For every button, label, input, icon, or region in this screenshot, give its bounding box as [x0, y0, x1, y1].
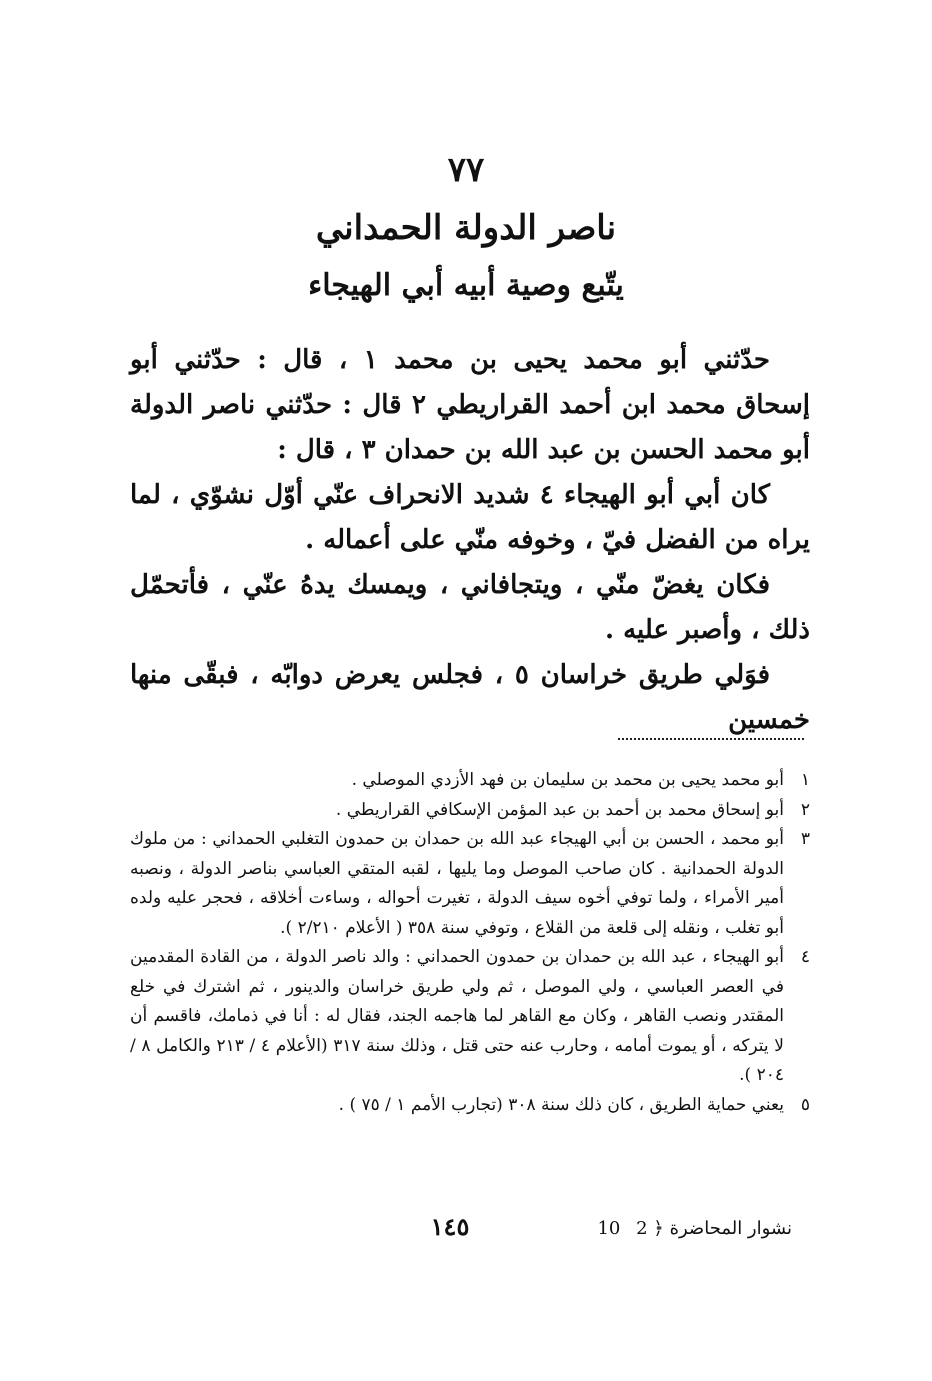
footnote-separator: [618, 738, 804, 740]
main-text: [130, 338, 810, 743]
paragraph: فوَلي طريق خراسان ٥ ، فجلس يعرض دوابّه ، فبقّى منها خمسين: [130, 660, 810, 735]
printer-signature: [587, 1218, 792, 1239]
footnote-text: أبو محمد يحيى بن محمد بن سليمان بن فهد الأزدي الموصلي .: [351, 770, 784, 790]
footnote: [130, 766, 810, 796]
footnote-number: ٤: [800, 947, 810, 967]
signature-text: نشوار المحاضرة ﴿ 2: [636, 1218, 792, 1239]
footnotes: [130, 766, 810, 1120]
chapter-subtitle: يتّبع وصية أبيه أبي الهيجاء: [308, 268, 624, 303]
footnote-number: ٥: [800, 1094, 810, 1115]
paragraph: فكان يغضّ منّي ، ويتجافاني ، ويمسك يدهُ عنّي ، فأتحمّل ذلك ، وأصبر عليه .: [130, 570, 810, 645]
footnote-text: يعني حماية الطريق ، كان ذلك سنة ٣٠٨ (تجارب الأمم ١ / ٧٥ ) .: [338, 1094, 784, 1115]
chapter-title: ناصر الدولة الحمداني: [315, 208, 617, 248]
footnote-text: أبو الهيجاء ، عبد الله بن حمدان بن حمدون الحمداني : والد ناصر الدولة ، من القادة المقدمين في العصر العباسي ، ولي الموصل ، ثم ولي طريق خراسان والدينور ، ثم اشترك في خلع المقتدر ونصب القاهر ، وكان مع القاهر لما هاجمه الجند، فقال له : أنا في ذمامك، فاقسم أن لا يتركه ، أو يموت أمامه ، وحارب عنه حتى قتل ، وذلك سنة ٣١٧ (الأعلام ٤ / ٢١٣ والكامل ٨ / ٢٠٤ ).: [130, 947, 784, 1085]
footnote: [130, 825, 810, 943]
chapter-number: ٧٧: [447, 150, 485, 190]
signature-number: 10: [597, 1218, 621, 1239]
paragraph: حدّثني أبو محمد يحيى بن محمد ١ ، قال : حدّثني أبو إسحاق محمد ابن أحمد القراريطي ٢ قال : حدّثني ناصر الدولة أبو محمد الحسن بن عبد الله بن حمدان ٣ ، قال :: [130, 345, 810, 465]
footnote-number: ٣: [800, 829, 810, 849]
footnote: [130, 796, 810, 826]
footnote: [130, 1091, 810, 1121]
paragraph: كان أبي أبو الهيجاء ٤ شديد الانحراف عنّي أوّل نشوّي ، لما يراه من الفضل فيّ ، وخوفه منّي على أعماله .: [130, 480, 810, 555]
page-number: ١٤٥: [430, 1212, 470, 1241]
footnote-text: أبو محمد ، الحسن بن أبي الهيجاء عبد الله بن حمدان بن حمدون التغلبي الحمداني : من ملوك الدولة الحمدانية . كان صاحب الموصل وما يليها ، لقبه المتقي العباسي بناصر الدولة ، ونصبه أمير الأمراء ، ولما توفي أخوه سيف الدولة ، تغيرت أحواله ، وساءت أخلاقه ، فحجر عليه ولده أبو تغلب ، ونقله إلى قلعة من القلاع ، وتوفي سنة ٣٥٨ ( الأعلام ٢/٢١٠ ).: [130, 829, 784, 938]
footnote: [130, 943, 810, 1091]
footnote-number: ٢: [800, 799, 810, 820]
footnote-number: ١: [800, 770, 810, 790]
footnote-text: أبو إسحاق محمد بن أحمد بن عبد المؤمن الإسكافي القراريطي .: [335, 799, 784, 820]
